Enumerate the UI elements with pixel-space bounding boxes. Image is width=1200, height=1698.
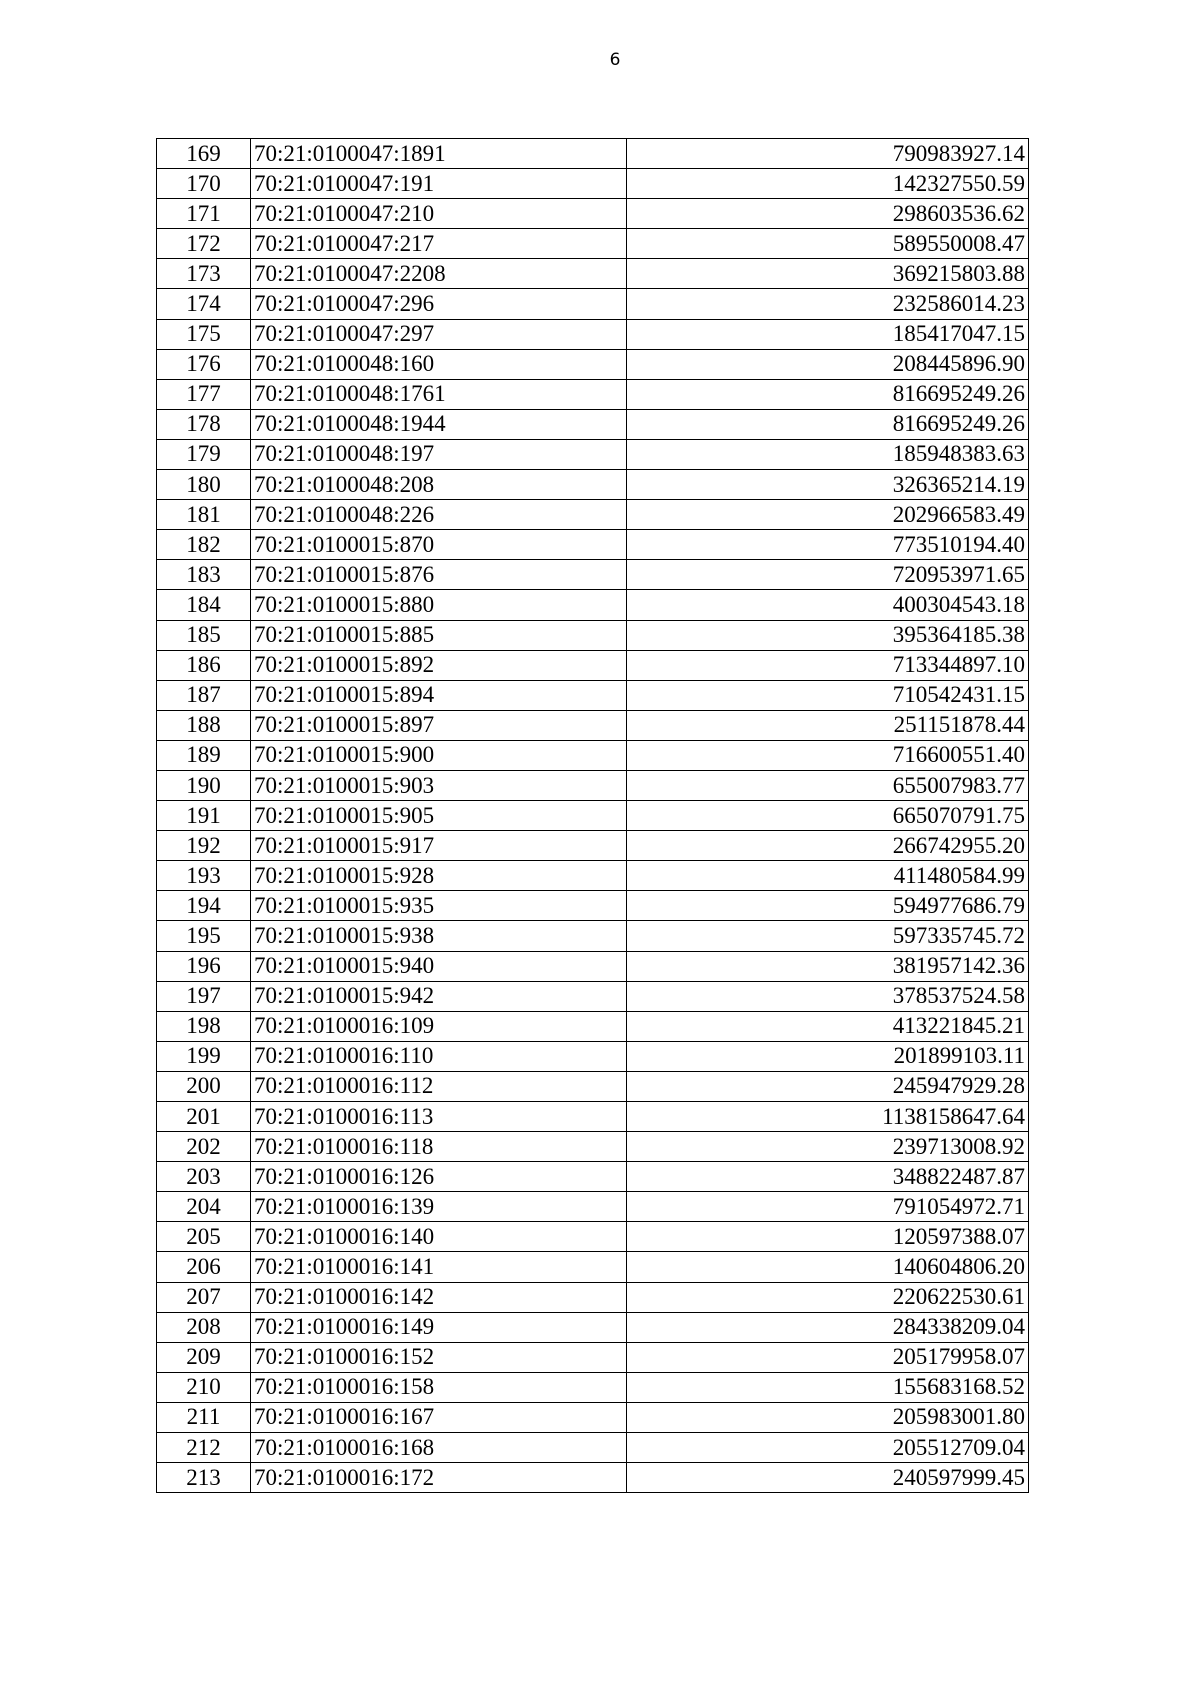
value-cell: 594977686.79 — [627, 891, 1029, 921]
cadastral-number-cell: 70:21:0100048:1761 — [251, 379, 627, 409]
row-number-cell: 213 — [157, 1463, 251, 1493]
value-cell: 201899103.11 — [627, 1041, 1029, 1071]
table-row — [157, 921, 1029, 951]
table-row — [157, 229, 1029, 259]
cadastral-number-cell: 70:21:0100015:894 — [251, 680, 627, 710]
cadastral-number-cell: 70:21:0100016:109 — [251, 1011, 627, 1041]
table-row — [157, 891, 1029, 921]
value-cell: 185948383.63 — [627, 439, 1029, 469]
cadastral-number-cell: 70:21:0100016:112 — [251, 1071, 627, 1101]
row-number-cell: 193 — [157, 861, 251, 891]
cadastral-number-cell: 70:21:0100016:172 — [251, 1463, 627, 1493]
value-cell: 773510194.40 — [627, 530, 1029, 560]
row-number-cell: 182 — [157, 530, 251, 560]
row-number-cell: 203 — [157, 1162, 251, 1192]
value-cell: 369215803.88 — [627, 259, 1029, 289]
cadastral-number-cell: 70:21:0100015:876 — [251, 560, 627, 590]
row-number-cell: 180 — [157, 470, 251, 500]
table-row — [157, 259, 1029, 289]
cadastral-number-cell: 70:21:0100016:168 — [251, 1433, 627, 1463]
cadastral-number-cell: 70:21:0100048:226 — [251, 500, 627, 530]
row-number-cell: 190 — [157, 770, 251, 800]
cadastral-number-cell: 70:21:0100047:210 — [251, 199, 627, 229]
row-number-cell: 211 — [157, 1402, 251, 1432]
cadastral-number-cell: 70:21:0100015:917 — [251, 831, 627, 861]
cadastral-number-cell: 70:21:0100015:940 — [251, 951, 627, 981]
cadastral-number-cell: 70:21:0100016:149 — [251, 1312, 627, 1342]
value-cell: 185417047.15 — [627, 319, 1029, 349]
row-number-cell: 181 — [157, 500, 251, 530]
cadastral-number-cell: 70:21:0100015:870 — [251, 530, 627, 560]
table-row — [157, 1041, 1029, 1071]
row-number-cell: 172 — [157, 229, 251, 259]
table-row — [157, 1282, 1029, 1312]
cadastral-number-cell: 70:21:0100048:208 — [251, 470, 627, 500]
table-body — [157, 139, 1029, 1493]
table-row — [157, 530, 1029, 560]
row-number-cell: 184 — [157, 590, 251, 620]
value-cell: 266742955.20 — [627, 831, 1029, 861]
value-cell: 202966583.49 — [627, 500, 1029, 530]
cadastral-number-cell: 70:21:0100047:297 — [251, 319, 627, 349]
table-row — [157, 740, 1029, 770]
cadastral-number-cell: 70:21:0100016:152 — [251, 1342, 627, 1372]
table-row — [157, 1463, 1029, 1493]
row-number-cell: 212 — [157, 1433, 251, 1463]
row-number-cell: 205 — [157, 1222, 251, 1252]
cadastral-number-cell: 70:21:0100015:897 — [251, 710, 627, 740]
row-number-cell: 192 — [157, 831, 251, 861]
cadastral-number-cell: 70:21:0100016:113 — [251, 1102, 627, 1132]
cadastral-number-cell: 70:21:0100016:118 — [251, 1132, 627, 1162]
table-row — [157, 1402, 1029, 1432]
row-number-cell: 170 — [157, 169, 251, 199]
table-row — [157, 710, 1029, 740]
table-row — [157, 470, 1029, 500]
value-cell: 713344897.10 — [627, 650, 1029, 680]
table-row — [157, 831, 1029, 861]
row-number-cell: 199 — [157, 1041, 251, 1071]
cadastral-number-cell: 70:21:0100047:191 — [251, 169, 627, 199]
table-row — [157, 590, 1029, 620]
row-number-cell: 183 — [157, 560, 251, 590]
value-cell: 155683168.52 — [627, 1372, 1029, 1402]
table-row — [157, 951, 1029, 981]
value-cell: 348822487.87 — [627, 1162, 1029, 1192]
row-number-cell: 169 — [157, 139, 251, 169]
row-number-cell: 208 — [157, 1312, 251, 1342]
cadastral-number-cell: 70:21:0100016:139 — [251, 1192, 627, 1222]
value-cell: 251151878.44 — [627, 710, 1029, 740]
row-number-cell: 187 — [157, 680, 251, 710]
value-cell: 655007983.77 — [627, 770, 1029, 800]
row-number-cell: 210 — [157, 1372, 251, 1402]
row-number-cell: 197 — [157, 981, 251, 1011]
table-row — [157, 861, 1029, 891]
cadastral-number-cell: 70:21:0100015:942 — [251, 981, 627, 1011]
table-row — [157, 1011, 1029, 1041]
value-cell: 220622530.61 — [627, 1282, 1029, 1312]
table-row — [157, 680, 1029, 710]
row-number-cell: 200 — [157, 1071, 251, 1101]
table-row — [157, 409, 1029, 439]
cadastral-number-cell: 70:21:0100015:903 — [251, 770, 627, 800]
table-row — [157, 1192, 1029, 1222]
value-cell: 326365214.19 — [627, 470, 1029, 500]
row-number-cell: 188 — [157, 710, 251, 740]
cadastral-number-cell: 70:21:0100015:935 — [251, 891, 627, 921]
row-number-cell: 191 — [157, 801, 251, 831]
page-number: 6 — [609, 50, 621, 70]
cadastral-number-cell: 70:21:0100016:140 — [251, 1222, 627, 1252]
value-cell: 245947929.28 — [627, 1071, 1029, 1101]
row-number-cell: 185 — [157, 620, 251, 650]
row-number-cell: 194 — [157, 891, 251, 921]
cadastral-number-cell: 70:21:0100048:160 — [251, 349, 627, 379]
row-number-cell: 174 — [157, 289, 251, 319]
value-cell: 816695249.26 — [627, 379, 1029, 409]
value-cell: 205179958.07 — [627, 1342, 1029, 1372]
row-number-cell: 196 — [157, 951, 251, 981]
row-number-cell: 186 — [157, 650, 251, 680]
cadastral-number-cell: 70:21:0100016:142 — [251, 1282, 627, 1312]
value-cell: 142327550.59 — [627, 169, 1029, 199]
table-row — [157, 139, 1029, 169]
value-cell: 208445896.90 — [627, 349, 1029, 379]
cadastral-number-cell: 70:21:0100015:885 — [251, 620, 627, 650]
row-number-cell: 204 — [157, 1192, 251, 1222]
table-row — [157, 981, 1029, 1011]
row-number-cell: 171 — [157, 199, 251, 229]
table-row — [157, 1071, 1029, 1101]
value-cell: 597335745.72 — [627, 921, 1029, 951]
value-cell: 205512709.04 — [627, 1433, 1029, 1463]
value-cell: 381957142.36 — [627, 951, 1029, 981]
table-row — [157, 1222, 1029, 1252]
cadastral-number-cell: 70:21:0100016:110 — [251, 1041, 627, 1071]
cadastral-number-cell: 70:21:0100047:2208 — [251, 259, 627, 289]
row-number-cell: 177 — [157, 379, 251, 409]
table-row — [157, 500, 1029, 530]
cadastral-number-cell: 70:21:0100047:296 — [251, 289, 627, 319]
row-number-cell: 195 — [157, 921, 251, 951]
value-cell: 716600551.40 — [627, 740, 1029, 770]
row-number-cell: 207 — [157, 1282, 251, 1312]
cadastral-number-cell: 70:21:0100015:905 — [251, 801, 627, 831]
cadastral-number-cell: 70:21:0100015:900 — [251, 740, 627, 770]
row-number-cell: 209 — [157, 1342, 251, 1372]
table-row — [157, 620, 1029, 650]
value-cell: 395364185.38 — [627, 620, 1029, 650]
table-row — [157, 1132, 1029, 1162]
value-cell: 232586014.23 — [627, 289, 1029, 319]
cadastral-number-cell: 70:21:0100015:892 — [251, 650, 627, 680]
cadastral-number-cell: 70:21:0100048:1944 — [251, 409, 627, 439]
cadastral-number-cell: 70:21:0100047:1891 — [251, 139, 627, 169]
table-row — [157, 1342, 1029, 1372]
value-cell: 791054972.71 — [627, 1192, 1029, 1222]
value-cell: 816695249.26 — [627, 409, 1029, 439]
table-row — [157, 439, 1029, 469]
value-cell: 589550008.47 — [627, 229, 1029, 259]
value-cell: 790983927.14 — [627, 139, 1029, 169]
cadastral-number-cell: 70:21:0100016:126 — [251, 1162, 627, 1192]
value-cell: 240597999.45 — [627, 1463, 1029, 1493]
table-row — [157, 1102, 1029, 1132]
row-number-cell: 175 — [157, 319, 251, 349]
row-number-cell: 189 — [157, 740, 251, 770]
cadastral-number-cell: 70:21:0100016:167 — [251, 1402, 627, 1432]
table-row — [157, 1372, 1029, 1402]
value-cell: 413221845.21 — [627, 1011, 1029, 1041]
table-row — [157, 560, 1029, 590]
cadastral-number-cell: 70:21:0100016:141 — [251, 1252, 627, 1282]
value-cell: 239713008.92 — [627, 1132, 1029, 1162]
value-cell: 710542431.15 — [627, 680, 1029, 710]
table-row — [157, 801, 1029, 831]
value-cell: 411480584.99 — [627, 861, 1029, 891]
row-number-cell: 179 — [157, 439, 251, 469]
cadastral-number-cell: 70:21:0100048:197 — [251, 439, 627, 469]
cadastral-number-cell: 70:21:0100016:158 — [251, 1372, 627, 1402]
table-row — [157, 199, 1029, 229]
value-cell: 284338209.04 — [627, 1312, 1029, 1342]
value-cell: 120597388.07 — [627, 1222, 1029, 1252]
table-row — [157, 379, 1029, 409]
row-number-cell: 178 — [157, 409, 251, 439]
row-number-cell: 201 — [157, 1102, 251, 1132]
value-cell: 400304543.18 — [627, 590, 1029, 620]
table-row — [157, 1162, 1029, 1192]
row-number-cell: 176 — [157, 349, 251, 379]
value-cell: 298603536.62 — [627, 199, 1029, 229]
table-row — [157, 650, 1029, 680]
table-row — [157, 169, 1029, 199]
table-row — [157, 1312, 1029, 1342]
table-row — [157, 1433, 1029, 1463]
table-row — [157, 770, 1029, 800]
table-row — [157, 289, 1029, 319]
cadastral-number-cell: 70:21:0100015:880 — [251, 590, 627, 620]
row-number-cell: 202 — [157, 1132, 251, 1162]
value-cell: 720953971.65 — [627, 560, 1029, 590]
value-cell: 205983001.80 — [627, 1402, 1029, 1432]
row-number-cell: 206 — [157, 1252, 251, 1282]
row-number-cell: 173 — [157, 259, 251, 289]
cadastral-number-cell: 70:21:0100015:928 — [251, 861, 627, 891]
value-cell: 1138158647.64 — [627, 1102, 1029, 1132]
table-row — [157, 319, 1029, 349]
cadastral-value-table — [156, 138, 1029, 1493]
row-number-cell: 198 — [157, 1011, 251, 1041]
value-cell: 378537524.58 — [627, 981, 1029, 1011]
value-cell: 140604806.20 — [627, 1252, 1029, 1282]
cadastral-number-cell: 70:21:0100015:938 — [251, 921, 627, 951]
table-row — [157, 1252, 1029, 1282]
value-cell: 665070791.75 — [627, 801, 1029, 831]
cadastral-number-cell: 70:21:0100047:217 — [251, 229, 627, 259]
table-row — [157, 349, 1029, 379]
